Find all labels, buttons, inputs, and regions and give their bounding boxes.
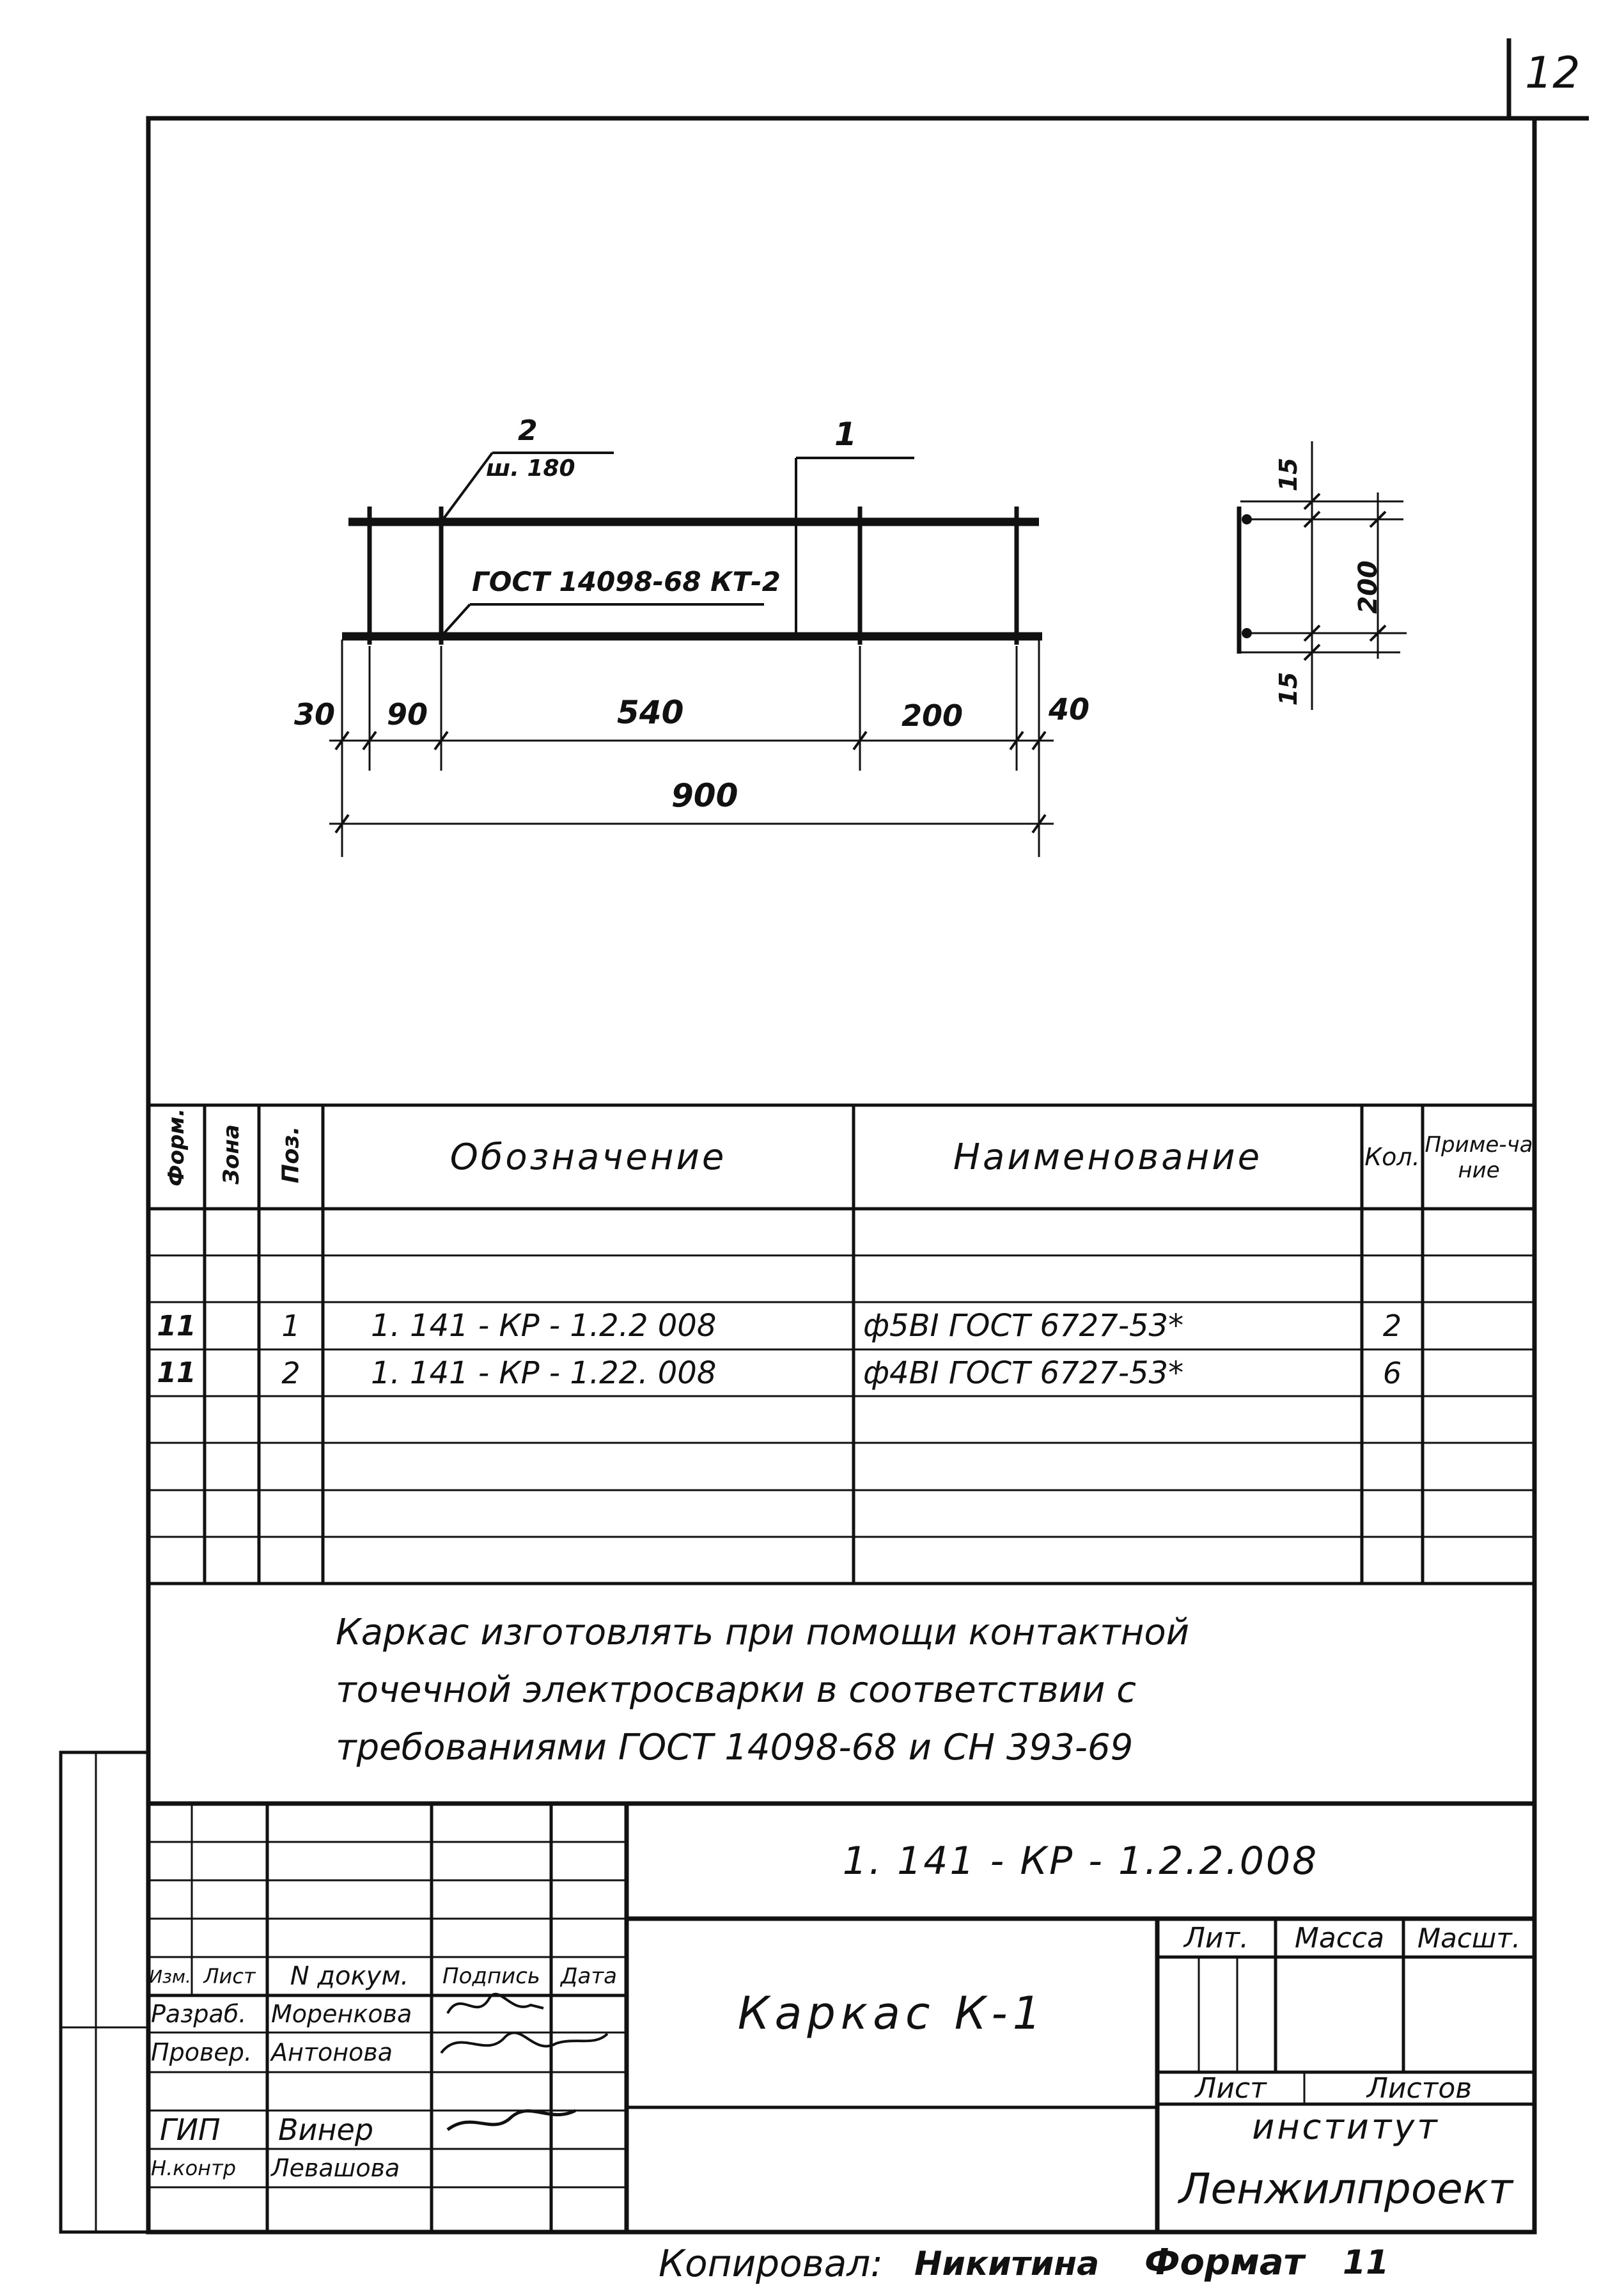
header-qty: Кол. bbox=[1364, 1143, 1420, 1171]
note-line-3: требованиями ГОСТ 14098-68 и СН 393-69 bbox=[336, 1727, 1134, 1768]
row1-pos: 1 bbox=[281, 1309, 301, 1343]
mass-header: Масса bbox=[1294, 1921, 1385, 1954]
row2-format: 11 bbox=[157, 1356, 196, 1389]
format-label: Формат bbox=[1144, 2242, 1305, 2283]
sheet-header: Лист bbox=[1195, 2072, 1267, 2105]
role-checker: Провер. bbox=[151, 2038, 252, 2066]
col-doc: N докум. bbox=[290, 1962, 409, 1991]
col-list: Лист bbox=[203, 1964, 256, 1988]
row2-name: ф4ВI ГОСТ 6727-53* bbox=[863, 1355, 1184, 1391]
institute-label: институт bbox=[1252, 2106, 1440, 2147]
dim-30: 30 bbox=[294, 697, 336, 732]
section-dim-height: 200 bbox=[1354, 560, 1383, 614]
dim-90: 90 bbox=[387, 697, 428, 732]
row2-designation: 1. 141 - КР - 1.22. 008 bbox=[371, 1355, 717, 1391]
name-norm-control: Левашова bbox=[271, 2154, 400, 2182]
sheets-header: Листов bbox=[1366, 2072, 1472, 2105]
col-sign: Подпись bbox=[442, 1963, 540, 1989]
dim-540: 540 bbox=[617, 694, 684, 731]
dim-200: 200 bbox=[902, 698, 964, 733]
role-developer: Разраб. bbox=[151, 2000, 247, 2028]
copied-label: Копировал: bbox=[659, 2242, 883, 2285]
lit-header: Лит. bbox=[1183, 1921, 1249, 1954]
sheet-number: 12 bbox=[1525, 48, 1581, 98]
drawing-title: Каркас К-1 bbox=[737, 1986, 1047, 2040]
role-gip: ГИП bbox=[160, 2112, 221, 2147]
pos1-label: 1 bbox=[834, 416, 857, 453]
name-developer: Моренкова bbox=[271, 2000, 412, 2028]
col-date: Дата bbox=[560, 1963, 618, 1989]
header-note: Приме-чание bbox=[1425, 1132, 1533, 1183]
document-code: 1. 141 - КР - 1.2.2.008 bbox=[842, 1839, 1319, 1883]
section-dim-bottom: 15 bbox=[1274, 672, 1302, 706]
pos2-label: 2 bbox=[518, 414, 538, 447]
row1-designation: 1. 141 - КР - 1.2.2 008 bbox=[371, 1308, 717, 1344]
dim-40: 40 bbox=[1049, 692, 1090, 727]
name-gip: Винер bbox=[278, 2112, 374, 2147]
header-pos: Поз. bbox=[277, 1126, 304, 1184]
row1-name: ф5ВI ГОСТ 6727-53* bbox=[863, 1308, 1184, 1344]
weld-spacing-label: ш. 180 bbox=[486, 455, 575, 482]
header-designation: Обозначение bbox=[449, 1136, 727, 1178]
section-dim-top: 15 bbox=[1274, 457, 1302, 492]
row2-pos: 2 bbox=[281, 1355, 301, 1390]
row1-qty: 2 bbox=[1382, 1309, 1402, 1343]
header-name: Наименование bbox=[953, 1136, 1263, 1178]
note-line-2: точечной электросварки в соответствии с bbox=[336, 1669, 1137, 1711]
copied-name: Никитина bbox=[914, 2245, 1100, 2283]
note-line-1: Каркас изготовлять при помощи контактной bbox=[336, 1612, 1190, 1653]
header-format: Форм. bbox=[164, 1108, 189, 1186]
format-value: 11 bbox=[1343, 2244, 1389, 2282]
row2-qty: 6 bbox=[1382, 1355, 1402, 1390]
name-checker: Антонова bbox=[271, 2038, 393, 2066]
weld-gost-label: ГОСТ 14098-68 КТ-2 bbox=[472, 566, 781, 597]
header-zone: Зона bbox=[219, 1124, 244, 1184]
institute-name: Ленжилпроект bbox=[1178, 2164, 1513, 2213]
dim-900: 900 bbox=[671, 777, 738, 814]
col-izm: Изм. bbox=[149, 1965, 191, 1987]
role-norm-control: Н.контр bbox=[151, 2156, 237, 2180]
row1-format: 11 bbox=[157, 1309, 196, 1342]
scale-header: Масшт. bbox=[1417, 1922, 1521, 1954]
